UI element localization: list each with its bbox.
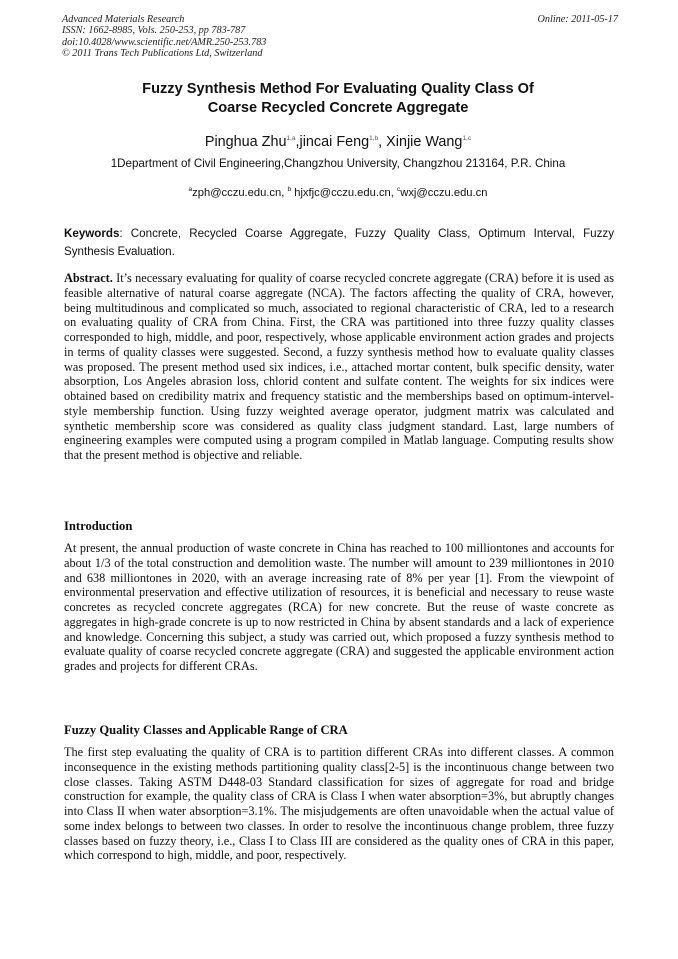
email-mark: a: [188, 186, 193, 193]
email-separator: ,: [390, 187, 397, 199]
author-name: Pinghua Zhu: [204, 134, 287, 150]
email-address: wxj@cczu.edu.cn: [400, 187, 488, 199]
issn-line: ISSN: 1662-8985, Vols. 250-253, pp 783-787: [62, 25, 246, 37]
email-mark: c: [396, 186, 401, 193]
abstract: [64, 271, 614, 463]
author-name: jincai Feng: [299, 134, 370, 150]
email-mark: b: [287, 186, 292, 193]
keywords-label: Keywords: [64, 227, 120, 240]
email-separator: ,: [281, 187, 288, 199]
email-list: [62, 183, 614, 200]
email-address: zph@cczu.edu.cn: [192, 187, 282, 199]
introduction-paragraph: At present, the annual production of waste concrete in China has reached to 100 milliontones and accounts for about 1/3 of the total construction and demolition waste. The number will amount to 239 milliontones in 2010 and 638 milliontones in 2020, with an average increasing rate of 8% per year [1]. From the viewpoint of environmental preservation and effective utilization of resources, it is beneficial and necessary to reuse waste concretes as recycled concrete aggregates (RCA) for new concrete. But the reuse of waste concrete as aggregates in high-grade concrete is up to now restricted in China by absent standards and a lack of experience and knowledge. Concerning this subject, a study was carried out, which proposed a fuzzy synthesis method to evaluate quality of coarse recycled concrete aggregate (CRA) and suggested the applicable environment action grades and projects for different CRAs.: [64, 541, 614, 673]
author-separator: ,: [295, 134, 300, 150]
online-date: Online: 2011-05-17: [537, 14, 618, 25]
author-separator: ,: [378, 134, 383, 150]
paper-title: [62, 80, 614, 117]
abstract-text: It’s necessary evaluating for quality of coarse recycled concrete aggregate (CRA) before it is used as feasible alternative of natural coarse aggregate (NCA). The factors affecting the quality of CRA, however, being multitudinous and complicated so much, associated to regional characteristic of CRA, led to a research on evaluating quality of CRA from China. First, the CRA was partitioned into three fuzzy quality classes corresponded to high, middle, and poor, respectively, whose applicable environment action grades and projects in terms of quality classes were suggested. Second, a fuzzy synthesis method how to evaluate quality classes was proposed. The present method used six indices, i.e., attached mortar content, bulk specific density, water absorption, Los Angeles abrasion loss, chlorid content and sulfate content. The weights for six indices were obtained based on credibility matrix and frequency statistic and the memberships based on optimum-intervel-style membership function. Using fuzzy weighted average operator, judgment matrix was calculated and synthetic membership score was considered as quality class judgment standard. Last, large numbers of engineering examples were computed using a program compiled in Matlab language. Computing results show that the present method is objective and reliable.: [64, 271, 614, 462]
title-line-1: Fuzzy Synthesis Method For Evaluating Quality Class Of: [142, 81, 534, 97]
title-line-2: Coarse Recycled Concrete Aggregate: [207, 99, 469, 116]
author-list: [62, 130, 614, 151]
section-heading-introduction: Introduction: [64, 519, 133, 533]
keywords: [64, 225, 614, 260]
abstract-label: Abstract.: [64, 271, 113, 285]
section-heading-fuzzy-classes: Fuzzy Quality Classes and Applicable Range of CRA: [64, 723, 348, 737]
keywords-text: : Concrete, Recycled Coarse Aggregate, Fuzzy Quality Class, Optimum Interval, Fuzzy Synthesis Evaluation.: [64, 227, 614, 258]
copyright-line: © 2011 Trans Tech Publications Ltd, Switzerland: [62, 48, 263, 60]
journal-name: Advanced Materials Research: [62, 14, 185, 25]
affiliation: 1Department of Civil Engineering,Changzhou University, Changzhou 213164, P.R. China: [110, 157, 566, 170]
author-affil-mark: 1,b: [369, 135, 379, 142]
doi-line: doi:10.4028/www.scientific.net/AMR.250-253.783: [62, 36, 267, 48]
email-address: hjxfjc@cczu.edu.cn: [291, 187, 391, 199]
author-name: Xinjie Wang: [386, 134, 463, 150]
fuzzy-classes-paragraph: The first step evaluating the quality of CRA is to partition different CRAs into different classes. A common inconsequence in the existing methods partitioning quality class[2-5] is the incontinuous change between two close classes. Taking ASTM D448-03 Standard classification for sizes of aggregate for road and bridge construction for example, the quality class of CRA is Class I when water absorption=3%, but abruptly changes into Class II when water absorption=3.1%. The misjudgements are often unavoidable when the actual value of some index belongs to between two classes. In order to resolve the incontinuous change problem, three fuzzy classes based on fuzzy theory, i.e., Class I to Class III are considered as the quality ones of CRA in this paper, which correspond to high, middle, and poor, respectively.: [64, 745, 614, 863]
author-affil-mark: 1,c: [462, 135, 472, 142]
author-affil-mark: 1,a: [286, 135, 296, 142]
running-header: [62, 14, 618, 60]
